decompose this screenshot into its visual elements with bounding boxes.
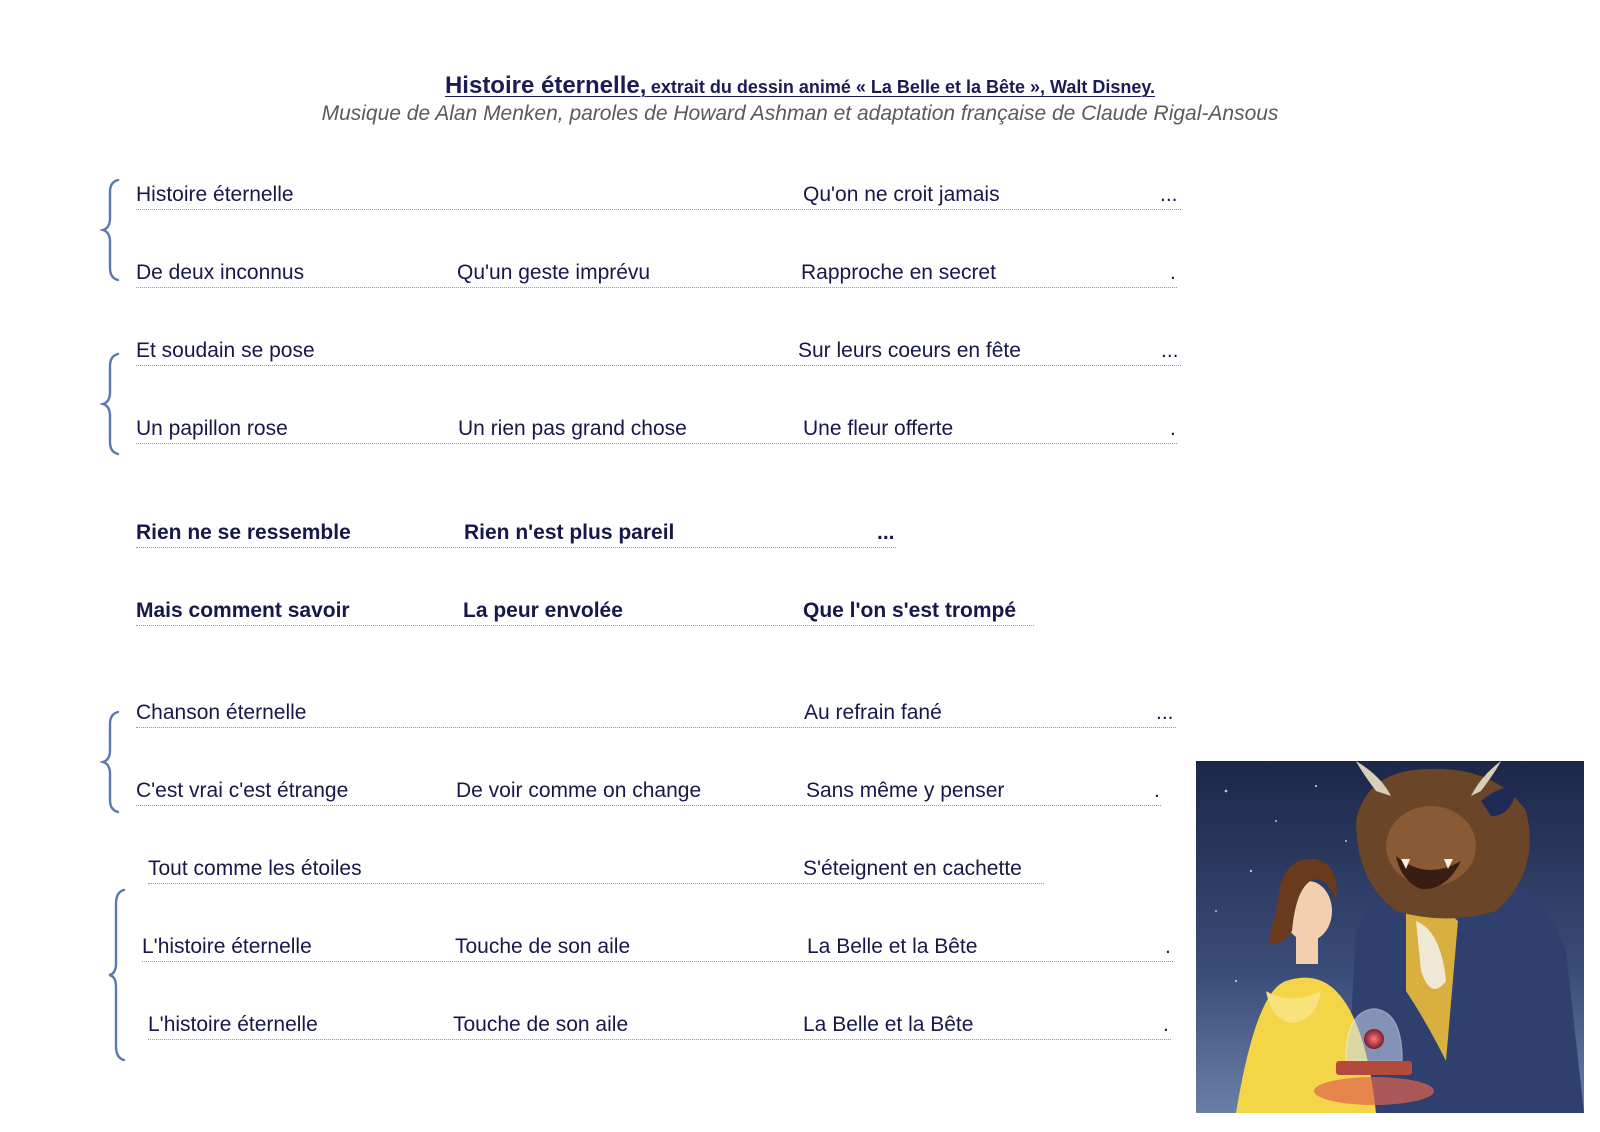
lyric-col1: Mais comment savoir bbox=[136, 599, 350, 622]
lyric-col1: Tout comme les étoiles bbox=[148, 857, 362, 880]
lyric-line-11 bbox=[148, 1012, 1171, 1040]
lyric-line-10 bbox=[142, 934, 1173, 962]
lyric-line-4 bbox=[136, 416, 1177, 444]
dotted-rule bbox=[136, 727, 1176, 728]
lyric-col3: Rapproche en secret bbox=[801, 261, 996, 284]
page-subtitle: Musique de Alan Menken, paroles de Howard Ashman et adaptation française de Claude Rigal-Ansous bbox=[321, 102, 1279, 125]
lyric-line-5 bbox=[136, 520, 896, 548]
lyric-punct: ... bbox=[1160, 183, 1178, 206]
lyric-punct: . bbox=[1163, 1013, 1169, 1036]
title-sub: extrait du dessin animé « La Belle et la Bête », Walt Disney. bbox=[650, 77, 1156, 97]
dotted-rule bbox=[136, 625, 1034, 626]
lyric-line-7 bbox=[136, 700, 1176, 728]
lyric-col1: Histoire éternelle bbox=[136, 183, 294, 206]
lyric-col2: De voir comme on change bbox=[456, 779, 702, 802]
lyric-col3: La Belle et la Bête bbox=[807, 935, 978, 958]
lyric-col2: La peur envolée bbox=[463, 599, 623, 622]
illustration-image bbox=[1196, 761, 1584, 1113]
lyric-line-2 bbox=[136, 260, 1177, 288]
lyric-col1: L'histoire éternelle bbox=[148, 1013, 318, 1036]
dotted-rule bbox=[136, 287, 1177, 288]
lyric-col3: La Belle et la Bête bbox=[803, 1013, 974, 1036]
lyric-punct: . bbox=[1170, 417, 1176, 440]
lyric-punct: . bbox=[1170, 261, 1176, 284]
dotted-rule bbox=[136, 547, 896, 548]
brace-stanza-2 bbox=[100, 352, 122, 456]
lyric-col1: Chanson éternelle bbox=[136, 701, 307, 724]
dotted-rule bbox=[142, 961, 1173, 962]
lyric-punct: . bbox=[1165, 935, 1171, 958]
lyric-col3: Au refrain fané bbox=[804, 701, 942, 724]
page-title bbox=[445, 72, 1155, 100]
lyric-col3: Sans même y penser bbox=[806, 779, 1005, 802]
lyric-line-9 bbox=[148, 856, 1044, 884]
brace-stanza-4 bbox=[106, 888, 128, 1062]
header bbox=[0, 72, 1600, 126]
lyric-col1: Et soudain se pose bbox=[136, 339, 315, 362]
dotted-rule bbox=[136, 805, 1161, 806]
lyric-col1: Un papillon rose bbox=[136, 417, 288, 440]
lyric-punct: ... bbox=[1156, 701, 1174, 724]
dotted-rule bbox=[148, 883, 1044, 884]
brace-stanza-1 bbox=[100, 178, 122, 282]
lyric-col2: Touche de son aile bbox=[453, 1013, 629, 1036]
lyric-punct: ... bbox=[1161, 339, 1179, 362]
lyric-col2: Rien n'est plus pareil bbox=[464, 521, 675, 544]
lyric-col3: Sur leurs coeurs en fête bbox=[798, 339, 1021, 362]
lyric-col1: C'est vrai c'est étrange bbox=[136, 779, 349, 802]
dotted-rule bbox=[136, 443, 1177, 444]
lyric-line-1 bbox=[136, 182, 1181, 210]
lyric-col3: Que l'on s'est trompé bbox=[803, 599, 1017, 622]
dotted-rule bbox=[136, 365, 1181, 366]
lyric-col2: Un rien pas grand chose bbox=[458, 417, 687, 440]
lyric-punct: ... bbox=[877, 521, 895, 544]
lyric-col2: Qu'un geste imprévu bbox=[457, 261, 651, 284]
lyric-line-6 bbox=[136, 598, 1034, 626]
lyric-line-3 bbox=[136, 338, 1181, 366]
title-main: Histoire éternelle, bbox=[444, 72, 647, 99]
lyric-col2: Touche de son aile bbox=[455, 935, 631, 958]
lyric-col3: Une fleur offerte bbox=[803, 417, 954, 440]
brace-stanza-3 bbox=[100, 710, 122, 814]
lyric-col3: S'éteignent en cachette bbox=[803, 857, 1022, 880]
lyric-line-8 bbox=[136, 778, 1161, 806]
lyric-col1: L'histoire éternelle bbox=[142, 935, 312, 958]
dotted-rule bbox=[148, 1039, 1171, 1040]
lyric-col1: De deux inconnus bbox=[136, 261, 305, 284]
lyric-col3: Qu'on ne croit jamais bbox=[803, 183, 1000, 206]
dotted-rule bbox=[136, 209, 1181, 210]
lyric-punct: . bbox=[1154, 779, 1160, 802]
lyric-col1: Rien ne se ressemble bbox=[136, 521, 351, 544]
